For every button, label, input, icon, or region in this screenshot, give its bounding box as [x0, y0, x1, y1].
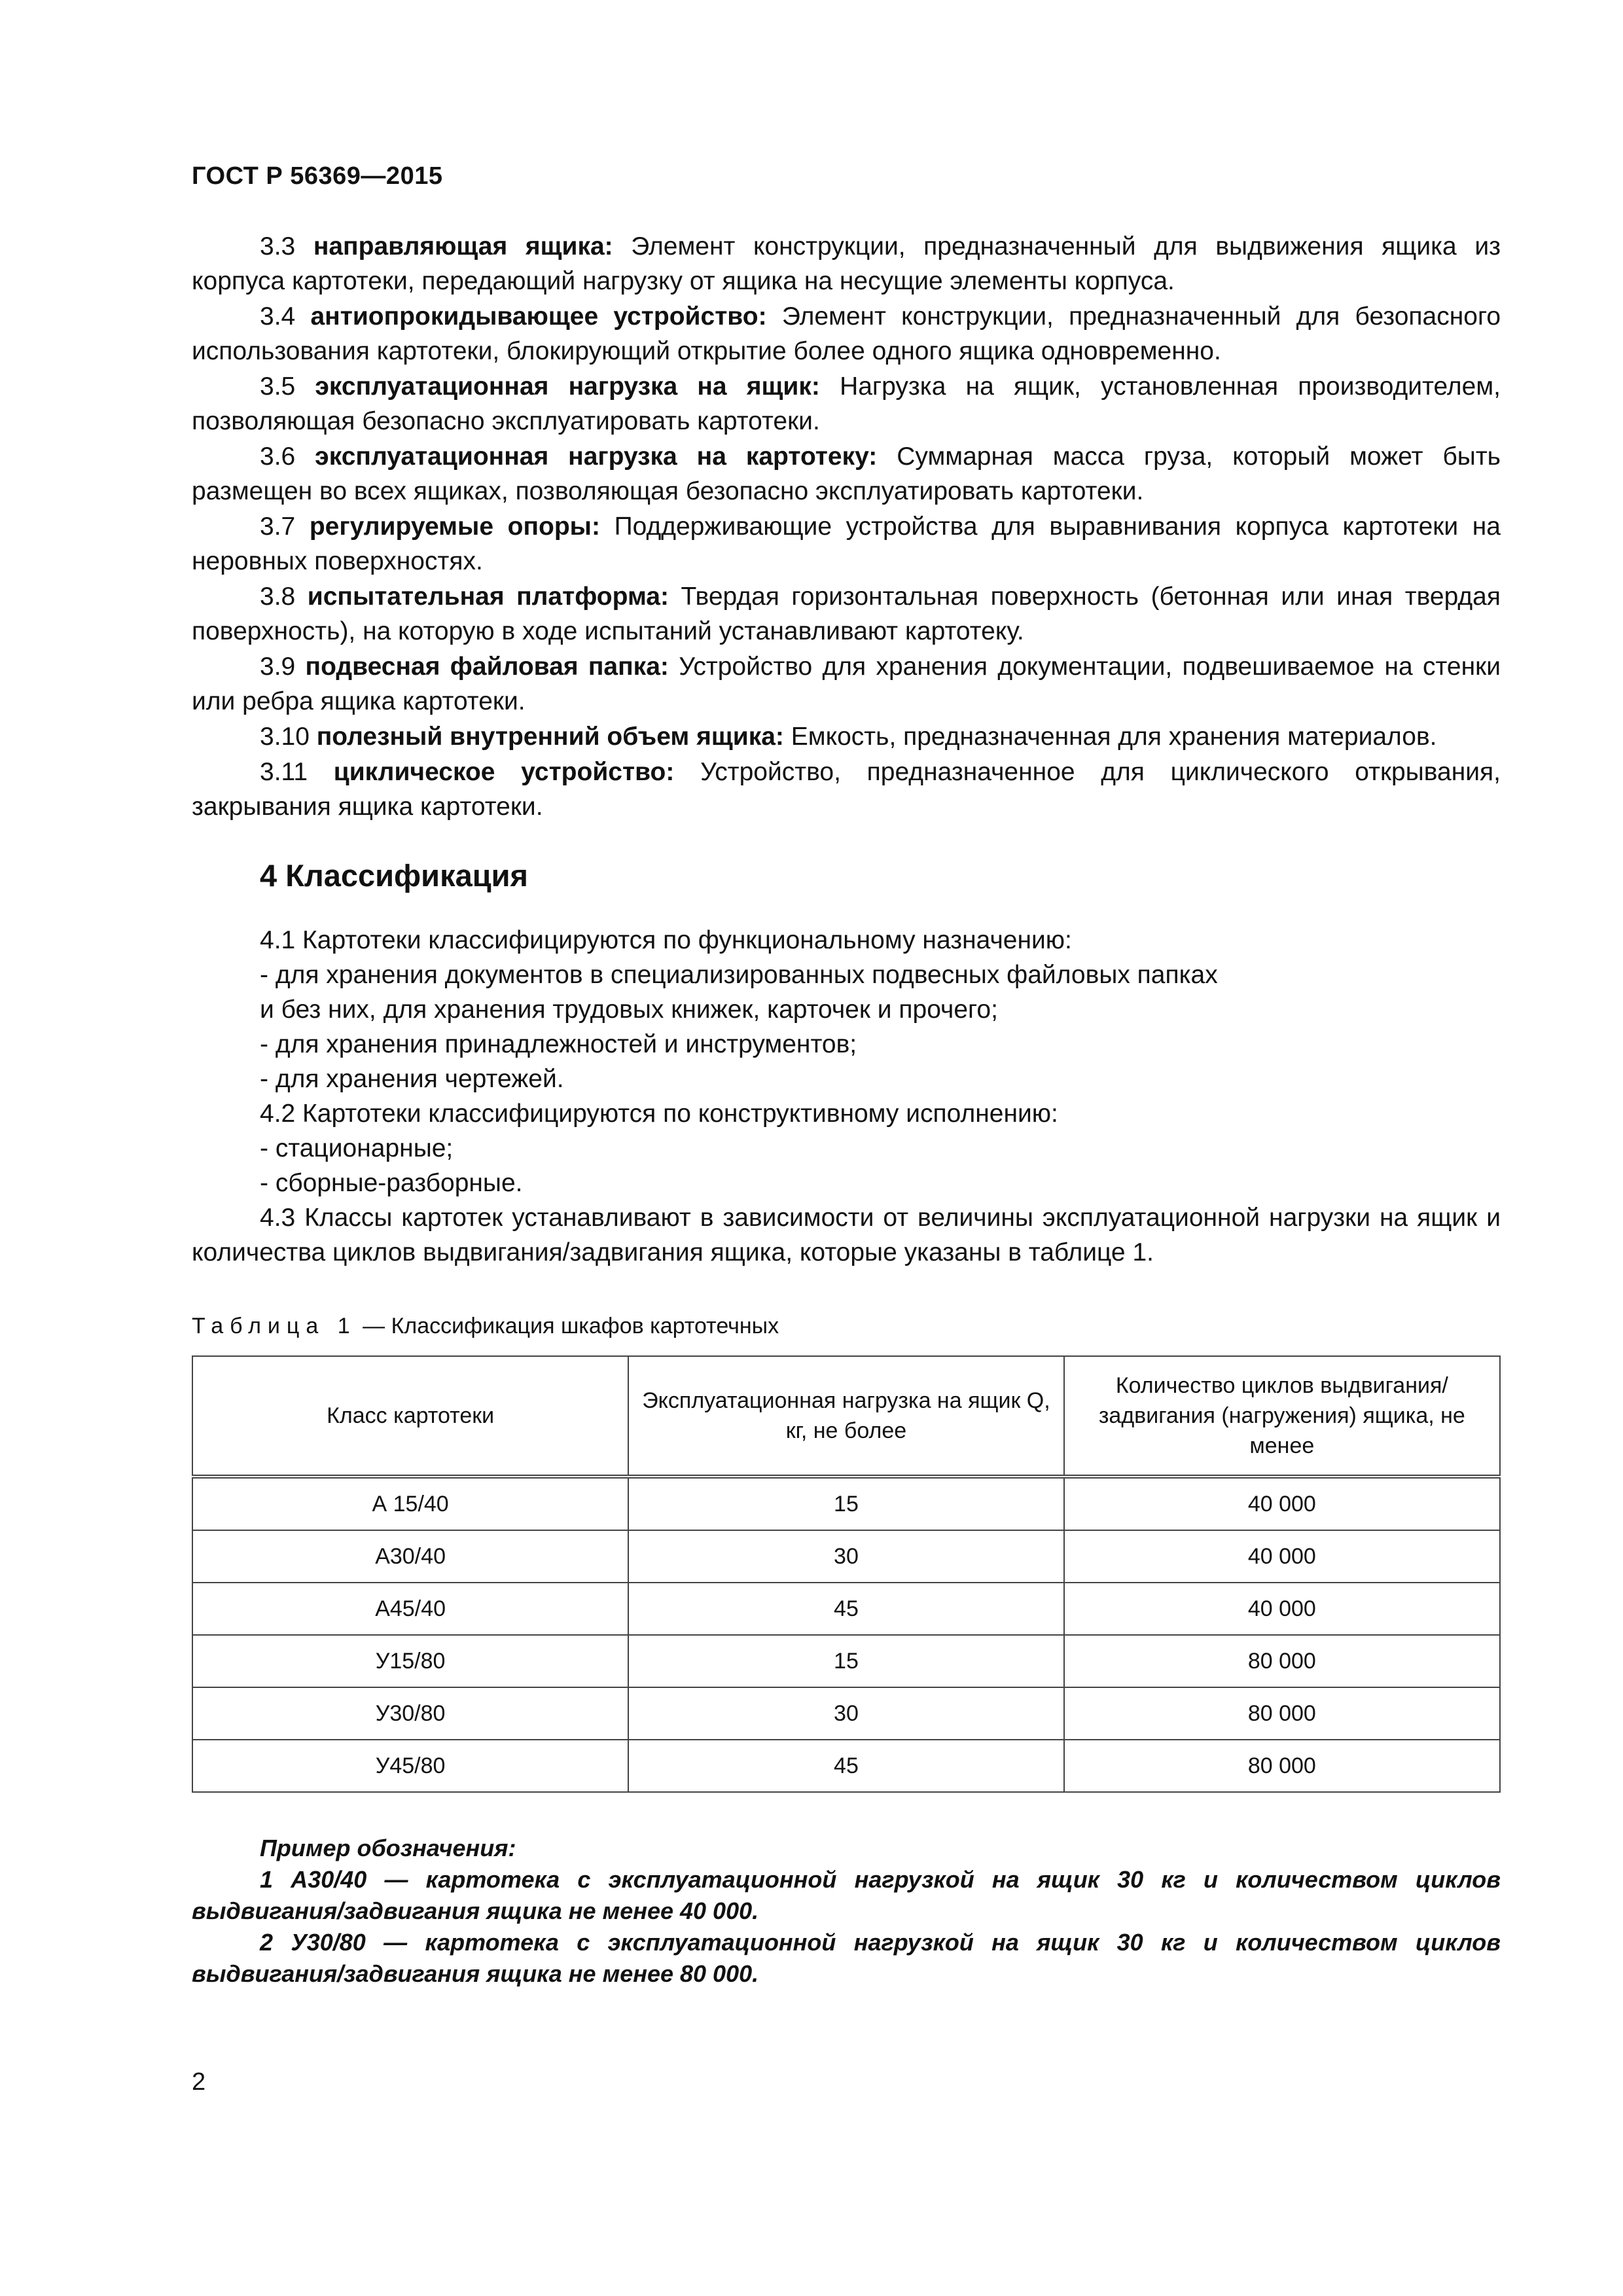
- cell-class: А30/40: [192, 1530, 628, 1583]
- cell-class: У45/80: [192, 1740, 628, 1792]
- definition-number: 3.4: [260, 302, 296, 331]
- definition-term: подвесная файловая папка:: [305, 653, 669, 681]
- definition-number: 3.8: [260, 583, 296, 611]
- definition-3-8: [192, 579, 1501, 649]
- definition-term: циклическое устройство:: [333, 758, 675, 786]
- list-item: - для хранения принадлежностей и инструментов;: [260, 1030, 857, 1058]
- cell-load: 45: [628, 1740, 1063, 1792]
- classification-table: [192, 1355, 1501, 1793]
- cell-cycles: 40 000: [1064, 1583, 1500, 1635]
- definition-3-10: [192, 719, 1501, 754]
- definition-text: Элемент конструкции, предназначенный для безопасного использования картотеки, блокирующий открытие более одного ящика одновременно.: [192, 302, 1501, 365]
- definition-text: Поддерживающие устройства для выравнивания корпуса картотеки на неровных поверхностях.: [192, 512, 1501, 575]
- definition-text: Твердая горизонтальная поверхность (бетонная или иная твердая поверхность), на которую в ходе испытаний устанавливают картотеку.: [192, 583, 1501, 645]
- list-item: - для хранения документов в специализированных подвесных файловых папках: [260, 961, 1218, 989]
- definition-3-6: [192, 439, 1501, 509]
- column-header-load: Эксплуатационная нагрузка на ящик Q, кг, не более: [628, 1356, 1063, 1477]
- table-row: [192, 1635, 1500, 1687]
- table-row: [192, 1477, 1500, 1530]
- cell-class: У15/80: [192, 1635, 628, 1687]
- example-item: 1 А30/40 — картотека с эксплуатационной нагрузкой на ящик 30 кг и количеством циклов выдвигания/задвигания ящика не менее 40 000.: [192, 1866, 1501, 1924]
- clause-4-1: 4.1 Картотеки классифицируются по функциональному назначению:: [260, 926, 1072, 954]
- body-text: [192, 229, 1501, 1270]
- cell-load: 15: [628, 1477, 1063, 1530]
- standard-code: ГОСТ Р 56369—2015: [192, 162, 443, 190]
- table-caption-title: — Классификация шкафов картотечных: [363, 1314, 779, 1338]
- definition-term: направляющая ящика:: [313, 232, 613, 260]
- section-heading: 4 Классификация: [260, 858, 528, 893]
- definition-number: 3.3: [260, 232, 296, 260]
- cell-cycles: 80 000: [1064, 1687, 1500, 1740]
- clause-4-3: 4.3 Классы картотек устанавливают в зависимости от величины эксплуатационной нагрузки на ящик и количества циклов выдвигания/задвигания ящика, которые указаны в таблице 1.: [192, 1204, 1501, 1266]
- table-row: [192, 1740, 1500, 1792]
- section-4-content: [192, 923, 1501, 1270]
- cell-cycles: 40 000: [1064, 1530, 1500, 1583]
- cell-load: 45: [628, 1583, 1063, 1635]
- definition-term: испытательная платформа:: [307, 583, 669, 611]
- table-caption-label: Таблица 1: [192, 1314, 357, 1338]
- list-item-continuation: и без них, для хранения трудовых книжек, карточек и прочего;: [260, 996, 998, 1024]
- definition-number: 3.6: [260, 442, 296, 471]
- definition-number: 3.9: [260, 653, 296, 681]
- definition-text: Суммарная масса груза, который может быть размещен во всех ящиках, позволяющая безопасно эксплуатировать картотеки.: [192, 442, 1501, 505]
- cell-cycles: 80 000: [1064, 1635, 1500, 1687]
- definition-text: Нагрузка на ящик, установленная производителем, позволяющая безопасно эксплуатировать картотеки.: [192, 372, 1501, 435]
- cell-class: А45/40: [192, 1583, 628, 1635]
- table-header-row: [192, 1356, 1500, 1477]
- definition-number: 3.11: [260, 758, 308, 786]
- definition-3-5: [192, 369, 1501, 439]
- table-row: [192, 1687, 1500, 1740]
- definition-3-4: [192, 299, 1501, 368]
- definition-number: 3.5: [260, 372, 296, 401]
- definition-term: регулируемые опоры:: [309, 512, 600, 541]
- table-caption: [192, 1314, 779, 1339]
- cell-cycles: 80 000: [1064, 1740, 1500, 1792]
- definition-3-9: [192, 649, 1501, 719]
- definition-3-3: [192, 229, 1501, 298]
- definition-term: эксплуатационная нагрузка на картотеку:: [315, 442, 878, 471]
- clause-4-2: 4.2 Картотеки классифицируются по конструктивному исполнению:: [260, 1100, 1058, 1128]
- definitions-list: [192, 229, 1501, 824]
- table-row: [192, 1583, 1500, 1635]
- definition-3-11: [192, 755, 1501, 824]
- definition-term: полезный внутренний объем ящика:: [316, 723, 784, 751]
- definition-text: Устройство для хранения документации, подвешиваемое на стенки или ребра ящика картотеки.: [192, 653, 1501, 715]
- cell-load: 15: [628, 1635, 1063, 1687]
- column-header-cycles: Количество циклов выдвигания/задвигания (нагружения) ящика, не менее: [1064, 1356, 1500, 1477]
- definition-number: 3.7: [260, 512, 296, 541]
- column-header-class: Класс картотеки: [192, 1356, 628, 1477]
- definition-term: эксплуатационная нагрузка на ящик:: [315, 372, 820, 401]
- list-item: - сборные-разборные.: [260, 1169, 523, 1197]
- cell-class: А 15/40: [192, 1477, 628, 1530]
- cell-load: 30: [628, 1687, 1063, 1740]
- definition-number: 3.10: [260, 723, 310, 751]
- cell-class: У30/80: [192, 1687, 628, 1740]
- definition-term: антиопрокидывающее устройство:: [310, 302, 767, 331]
- table-row: [192, 1530, 1500, 1583]
- definition-text: Элемент конструкции, предназначенный для выдвижения ящика из корпуса картотеки, передающий нагрузку от ящика на несущие элементы корпуса.: [192, 232, 1501, 295]
- cell-load: 30: [628, 1530, 1063, 1583]
- list-item: - для хранения чертежей.: [260, 1065, 564, 1093]
- page-number: 2: [192, 2068, 206, 2096]
- definition-text: Устройство, предназначенное для циклического открывания, закрывания ящика картотеки.: [192, 758, 1501, 821]
- designation-example: [192, 1833, 1501, 1990]
- list-item: - стационарные;: [260, 1134, 454, 1162]
- definition-3-7: [192, 509, 1501, 579]
- cell-cycles: 40 000: [1064, 1477, 1500, 1530]
- example-title: Пример обозначения:: [260, 1835, 516, 1861]
- definition-text: Емкость, предназначенная для хранения материалов.: [791, 723, 1437, 751]
- example-item: 2 У30/80 — картотека с эксплуатационной нагрузкой на ящик 30 кг и количеством циклов выдвигания/задвигания ящика не менее 80 000.: [192, 1929, 1501, 1987]
